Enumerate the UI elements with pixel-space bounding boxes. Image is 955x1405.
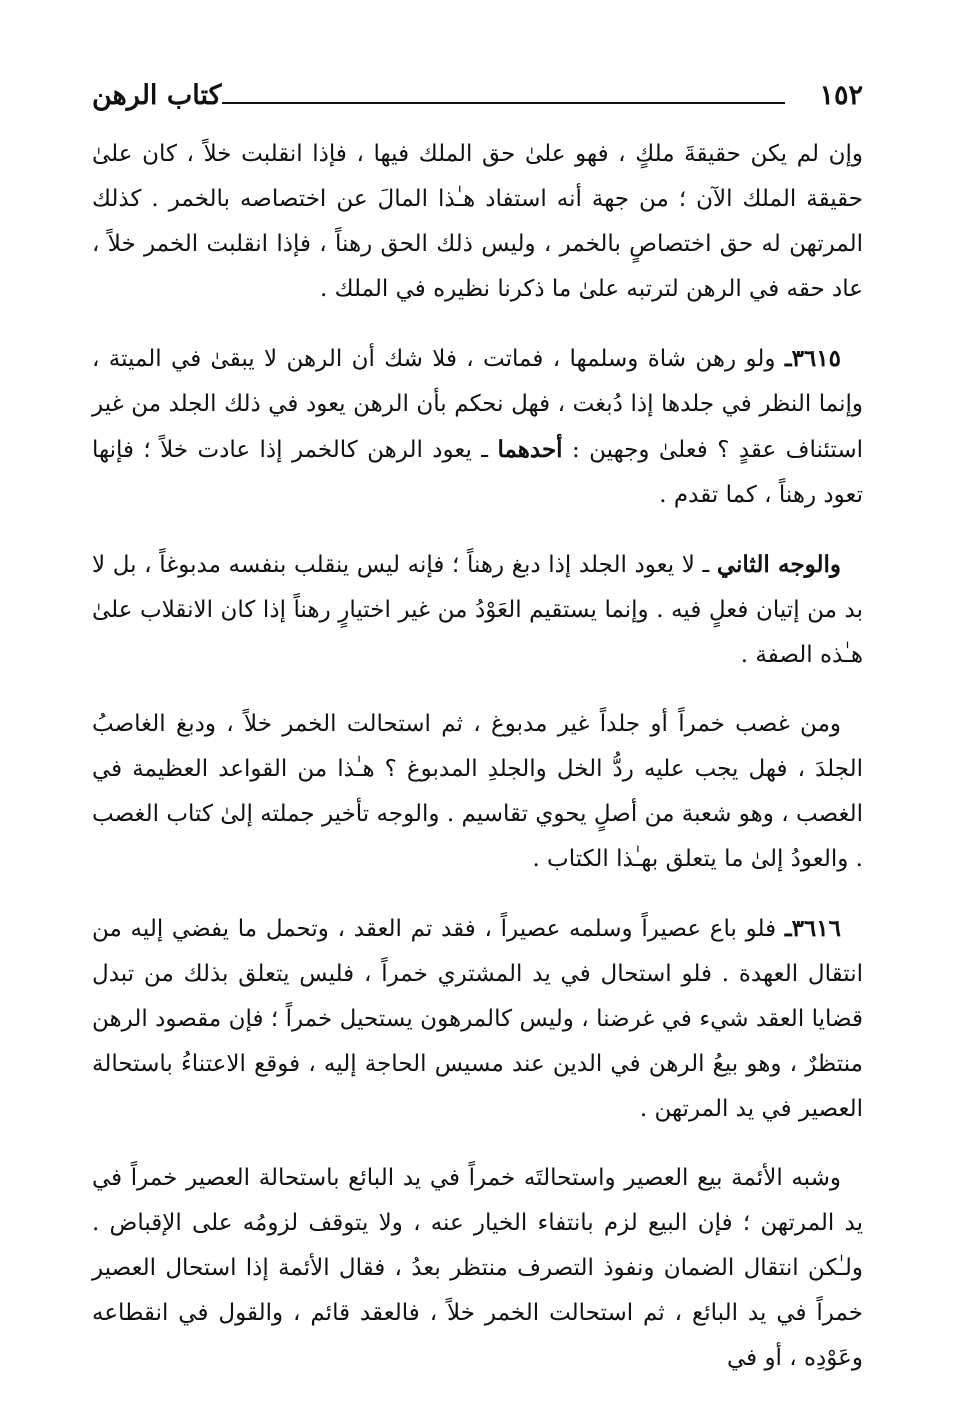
paragraph-text: وشبه الأئمة بيع العصير واستحالتَه خمراً في يد البائع باستحالة العصير خمراً في يد المرتهن ؛ فإن البيع لزم بانتفاء الخيار عنه ، ولا يتوقف لزومُه على الإقباض . ولـٰكن انتقال الضمان ونفوذ التصرف منتظر بعدُ ، فقال الأئمة إذا استحال العصير خمراً في يد البائع ، ثم استحالت الخمر خلاً ، فالعقد قائم ، والقول في انقطاعه وعَوْدِه ، أو في (92, 1165, 863, 1371)
issue-number: ٣٦١٦ـ (784, 915, 841, 942)
paragraph-text: ولو رهن شاة وسلمها ، فماتت ، فلا شك أن الرهن لا يبقىٰ في الميتة ، وإنما النظر في جلدها إذا دُبغت ، فهل نحكم بأن الرهن يعود في ذلك الجلد من غير استئناف عقدٍ ؟ فعلىٰ وجهين : (92, 346, 863, 463)
paragraph-5 (92, 906, 863, 1132)
issue-number: ٣٦١٥ـ (784, 345, 841, 372)
paragraph-text: فلو باع عصيراً وسلمه عصيراً ، فقد تم العقد ، وتحمل ما يفضي إليه من انتقال العهدة . فلو استحال في يد المشتري خمراً ، فليس يتعلق بذلك من تبدل قضايا العقد شيء في غرضنا ، وليس كالمرهون يستحيل خمراً ؛ فإن مقصود الرهن منتظرٌ ، وهو بيعُ الرهن في الدين عند مسيس الحاجة إليه ، فوقع الاعتناءُ باستحالة العصير في يد المرتهن . (92, 916, 863, 1122)
paragraph-text: ومن غصب خمراً أو جلداً غير مدبوغ ، ثم استحالت الخمر خلاً ، ودبغ الغاصبُ الجلدَ ، فهل يجب عليه ردُّ الخل والجلدِ المدبوغ ؟ هـٰذا من القواعد العظيمة في الغصب ، وهو شعبة من أصلٍ يحوي تقاسيم . والوجه تأخير جملته إلىٰ كتاب الغصب . والعودُ إلىٰ ما يتعلق بهـٰذا الكتاب . (92, 711, 863, 872)
bold-term: أحدهما (497, 436, 563, 463)
paragraph-4 (92, 702, 863, 882)
chapter-title: كتاب الرهن (92, 80, 222, 111)
paragraph-6 (92, 1156, 863, 1381)
paragraph-text: ـ يعود الرهن كالخمر إذا عادت خلاً ؛ فإنها تعود رهناً ، كما تقدم . (92, 437, 863, 508)
paragraph-text: ـ لا يعود الجلد إذا دبغ رهناً ؛ فإنه ليس ينقلب بنفسه مدبوغاً ، بل لا بد من إتيان فعلٍ فيه . وإنما يستقيم العَوْدُ من غير اختيارٍ رهناً إذا كان الانقلاب علىٰ هـٰذه الصفة . (92, 552, 863, 668)
paragraph-1 (92, 132, 863, 312)
running-header (92, 78, 863, 122)
page-body (92, 132, 863, 1405)
page-number: ١٥٢ (819, 80, 863, 111)
paragraph-text: وإن لم يكن حقيقةَ ملكٍ ، فهو علىٰ حق الملك فيها ، فإذا انقلبت خلاً ، كان علىٰ حقيقة الملك الآن ؛ من جهة أنه استفاد هـٰذا المالَ عن اختصاصه بالخمر . كذلك المرتهن له حق اختصاصٍ بالخمر ، وليس ذلك الحق رهناً ، فإذا انقلبت الخمر خلاً ، عاد حقه في الرهن لترتبه علىٰ ما ذكرنا نظيره في الملك . (92, 141, 863, 302)
paragraph-2 (92, 336, 863, 518)
paragraph-3 (92, 542, 863, 678)
header-rule (222, 102, 785, 104)
bold-term: والوجه الثاني (716, 551, 841, 578)
